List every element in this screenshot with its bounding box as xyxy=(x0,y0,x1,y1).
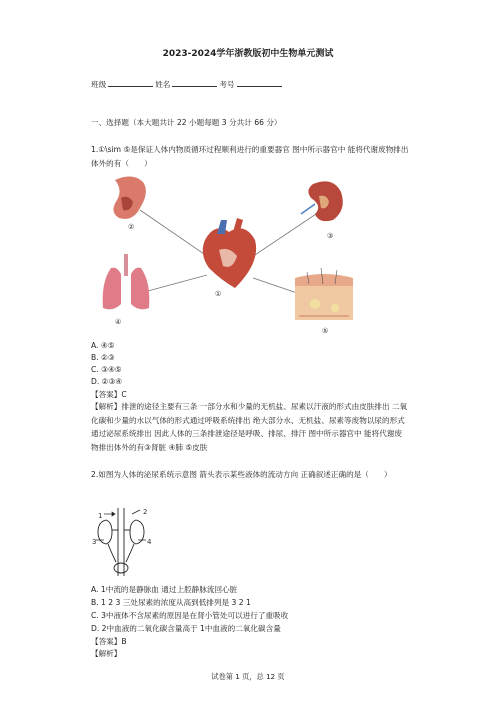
q2-option-c: C. 3中液体不含尿素的原因是在肾小管处可以进行了重吸收 xyxy=(91,611,289,620)
q1-label-5: ⑤ xyxy=(322,327,329,335)
q2-analysis: 【解析】 xyxy=(91,649,122,658)
section-heading: 一、选择题（本大题共计 22 小题每题 3 分共计 66 分） xyxy=(91,118,282,127)
name-label: 姓名 xyxy=(155,80,171,89)
q1-label-1: ① xyxy=(215,290,222,298)
q2-answer: 【答案】B xyxy=(91,637,127,646)
q1-label-4: ④ xyxy=(115,318,122,326)
q2-label-4: 4 xyxy=(147,538,152,546)
stomach-icon xyxy=(113,176,145,218)
class-label: 班级 xyxy=(91,80,107,89)
class-blank xyxy=(108,78,153,87)
exam-number-label: 考号 xyxy=(219,80,235,89)
page-title: 2023-2024学年浙教版初中生物单元测试 xyxy=(162,49,334,59)
skin-icon xyxy=(295,268,353,320)
heart-icon xyxy=(203,218,256,288)
q1-option-c: C. ③④⑤ xyxy=(91,365,122,374)
name-blank xyxy=(172,78,217,87)
q2-option-d: D. 2中血液的二氧化碳含量高于 1中血液的二氧化碳含量 xyxy=(91,624,281,633)
lungs-icon xyxy=(103,254,150,309)
q2-label-3: 3 xyxy=(92,538,97,546)
exam-number-blank xyxy=(237,78,282,87)
q2-option-a: A. 1中流的是静脉血 通过上腔静脉流回心脏 xyxy=(91,585,238,594)
q1-analysis: 【解析】排泄的途径主要有三条 一部分水和少量的无机盐、尿素以汗液的形式由皮肤排出 二氧化碳和少量的水以气体的形式通过呼吸系统排出 绝大部分水、无机盐、尿素等废物以尿的形式通过泌尿系统排出 因此人体的三条排泄途径是呼吸、排尿、排汗 图中所示器官中 能将代谢废物排出体外的有③肾脏 ④肺 ⑤皮肤 xyxy=(91,402,408,452)
q1-label-2: ② xyxy=(128,223,135,231)
q2-label-2: 2 xyxy=(143,508,148,516)
q2-label-1: 1 xyxy=(98,512,103,520)
q1-option-b: B. ②③ xyxy=(91,353,115,362)
q1-organ-figure xyxy=(95,170,365,342)
q2-option-b: B. 1 2 3 三处尿素的浓度从高到低排列是 3 2 1 xyxy=(91,598,251,607)
q1-option-a: A. ④⑤ xyxy=(91,341,115,350)
q1-label-3: ③ xyxy=(327,232,334,240)
q1-stem: 1.①\sim ⑤是保证人体内物质循环过程顺利进行的重要器官 图中所示器官中 能将代谢废物排出体外的有（ ） xyxy=(91,145,409,168)
student-info-line xyxy=(91,78,284,90)
q1-option-d: D. ②③④ xyxy=(91,377,123,386)
page-footer: 试卷第 1 页，总 12 页 xyxy=(211,672,285,681)
q1-answer: 【答案】C xyxy=(91,390,127,399)
q2-stem: 2.如图为人体的泌尿系统示意图 箭头表示某些液体的流动方向 正确叙述正确的是（ ） xyxy=(91,470,392,479)
kidney-icon xyxy=(301,181,343,221)
